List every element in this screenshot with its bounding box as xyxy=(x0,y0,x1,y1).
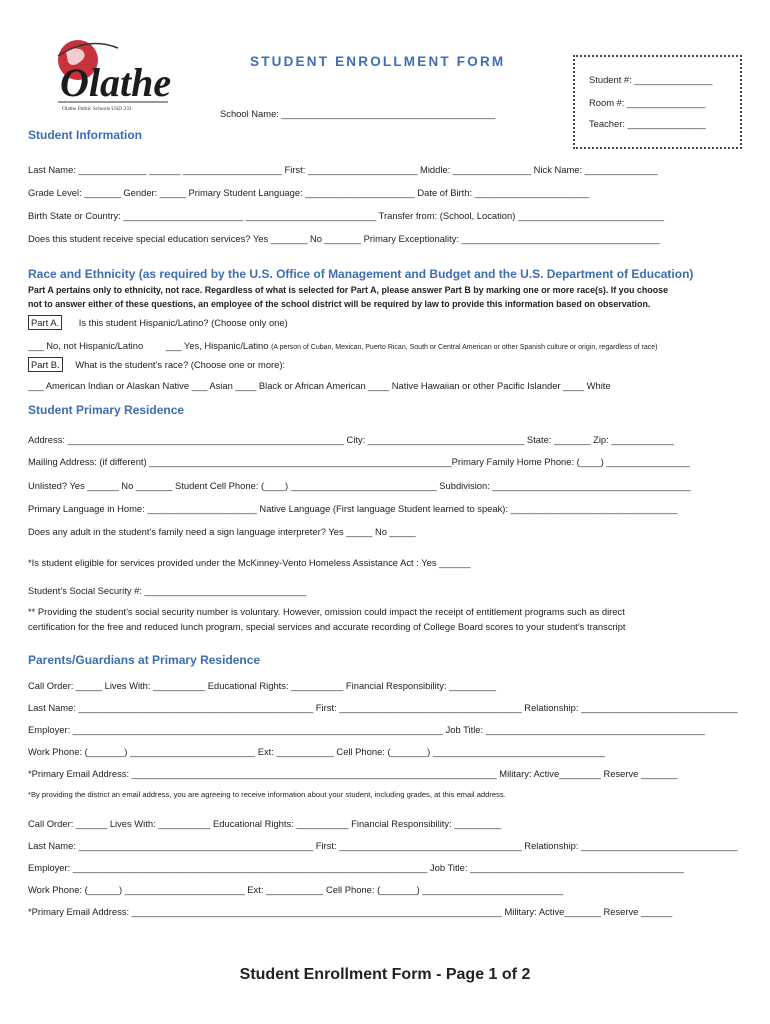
teacher-field[interactable]: Teacher: _______________ xyxy=(589,118,706,129)
guardian2-call-order[interactable]: Call Order: ______ Lives With: __________ Educational Rights: __________ Financial Responsibility: _________ xyxy=(28,818,502,829)
race-header: Race and Ethnicity (as required by the U.S. Office of Management and Budget and the U.S. Department of Education) xyxy=(28,267,694,281)
mckinney-vento-line[interactable]: *Is student eligible for services provided under the McKinney-Vento Homeless Assistance Act : Yes ______ xyxy=(28,557,471,568)
part-b-row xyxy=(28,359,285,370)
guardian1-phone[interactable]: Work Phone: (_______) ________________________ Ext: ___________ Cell Phone: (_______) _________________________________ xyxy=(28,746,605,757)
part-b-question: What is the student’s race? (Choose one or more): xyxy=(75,359,286,370)
ssn-note-2: certification for the free and reduced lunch program, special services and accurate recording of College Board scores to your student’s transcript xyxy=(28,621,626,632)
guardian2-phone[interactable]: Work Phone: (______) _______________________ Ext: ___________ Cell Phone: (_______) ___________________________ xyxy=(28,884,564,895)
office-use-box xyxy=(573,55,742,149)
guardian1-call-order[interactable]: Call Order: _____ Lives With: __________ Educational Rights: __________ Financial Responsibility: _________ xyxy=(28,680,497,691)
part-b-label: Part B. xyxy=(28,357,63,372)
form-title: STUDENT ENROLLMENT FORM xyxy=(250,54,506,69)
hispanic-yes-option[interactable]: ___ Yes, Hispanic/Latino xyxy=(165,340,269,351)
logo-subtitle: Olathe Public Schools USD 233 xyxy=(62,106,132,112)
sign-language-line[interactable]: Does any adult in the student’s family need a sign language interpreter? Yes _____ No _____ xyxy=(28,526,416,537)
parents-header: Parents/Guardians at Primary Residence xyxy=(28,653,261,667)
mailing-address-line[interactable]: Mailing Address: (if different) __________________________________________________________Primary Family Home Phone: (____) ________________ xyxy=(28,456,690,467)
part-a-label: Part A. xyxy=(28,315,62,330)
name-line[interactable]: Last Name: _____________ ______ ___________________ First: _____________________ Middle: _______________ Nick Name: ______________ xyxy=(28,164,658,175)
hispanic-no-option[interactable]: ___ No, not Hispanic/Latino xyxy=(28,340,144,351)
email-note: *By providing the district an email address, you are agreeing to receive information about your student, including grades, at this email address. xyxy=(28,790,506,799)
logo-wordmark: Olathe xyxy=(60,60,172,105)
phone-subdivision-line[interactable]: Unlisted? Yes ______ No _______ Student Cell Phone: (____) ____________________________ Subdivision: ______________________________________ xyxy=(28,480,691,491)
birth-transfer-line[interactable]: Birth State or Country: _______________________ _________________________ Transfer from: (School, Location) ____________________________ xyxy=(28,210,664,221)
address-line[interactable]: Address: _____________________________________________________ City: ______________________________ State: _______ Zip: ____________ xyxy=(28,434,674,445)
ssn-note-1: ** Providing the student’s social security number is voluntary. However, omission could impact the receipt of entitlement programs such as direct xyxy=(28,606,625,617)
part-a-row xyxy=(28,317,288,328)
grade-gender-line[interactable]: Grade Level: _______ Gender: _____ Primary Student Language: _____________________ Date of Birth: ______________________ xyxy=(28,187,590,198)
race-intro-2: not to answer either of these questions, an employee of the school district will be required by law to provide this information based on observation. xyxy=(28,299,651,309)
language-line[interactable]: Primary Language in Home: _____________________ Native Language (First language Student learned to speak): ________________________________ xyxy=(28,503,678,514)
page-footer: Student Enrollment Form - Page 1 of 2 xyxy=(239,966,531,983)
hispanic-note: (A person of Cuban, Mexican, Puerto Rican, South or Central American or other Spanish culture or origin, regardless of race) xyxy=(271,344,658,351)
guardian2-email[interactable]: *Primary Email Address: _______________________________________________________________________ Military: Active_______ Reserve ______ xyxy=(28,906,673,917)
student-number-field[interactable]: Student #: _______________ xyxy=(589,74,713,85)
ssn-line[interactable]: Student’s Social Security #: _______________________________ xyxy=(28,585,307,596)
guardian1-name[interactable]: Last Name: _____________________________________________ First: ___________________________________ Relationship: ______________________________ xyxy=(28,702,738,713)
part-a-question: Is this student Hispanic/Latino? (Choose only one) xyxy=(78,317,288,328)
guardian2-employer[interactable]: Employer: ____________________________________________________________________ Job Title: _________________________________________ xyxy=(28,862,684,873)
olathe-logo xyxy=(48,38,178,116)
guardian1-email[interactable]: *Primary Email Address: ______________________________________________________________________ Military: Active________ Reserve _______ xyxy=(28,768,678,779)
race-options[interactable]: ___ American Indian or Alaskan Native ___ Asian ____ Black or African American ____ Native Hawaiian or other Pacific Islander ____ White xyxy=(28,380,611,391)
school-name-field[interactable]: School Name: _________________________________________ xyxy=(220,108,496,119)
room-number-field[interactable]: Room #: _______________ xyxy=(589,97,706,108)
guardian1-employer[interactable]: Employer: _______________________________________________________________________ Job Title: __________________________________________ xyxy=(28,724,705,735)
residence-header: Student Primary Residence xyxy=(28,403,185,417)
special-ed-line[interactable]: Does this student receive special education services? Yes _______ No _______ Primary Exceptionality: ______________________________________ xyxy=(28,233,660,244)
race-intro-1: Part A pertains only to ethnicity, not race. Regardless of what is selected for Part A, please answer Part B by marking one or more race(s). If you choose xyxy=(28,285,669,295)
student-info-header: Student Information xyxy=(28,128,142,142)
hispanic-options xyxy=(28,340,657,351)
guardian2-name[interactable]: Last Name: _____________________________________________ First: ___________________________________ Relationship: ______________________________ xyxy=(28,840,738,851)
